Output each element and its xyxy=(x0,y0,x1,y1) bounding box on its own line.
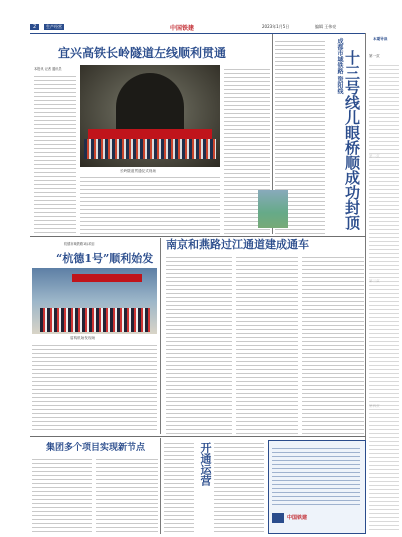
article-kicker: 杭德市域铁路1标项目 xyxy=(64,242,95,246)
date: 2023年1月5日 xyxy=(262,24,290,29)
banner xyxy=(72,274,142,282)
photo-tower xyxy=(258,190,288,228)
article-title: 宜兴高铁长岭隧道左线顺利贯通 xyxy=(58,46,227,60)
sidebar-text-block xyxy=(369,62,399,532)
text-column xyxy=(166,254,232,434)
article-title: 十三号线儿眼桥顺成功封顶 xyxy=(343,50,361,230)
page-tag: 2 xyxy=(30,24,39,30)
section-label: 生产经营 xyxy=(46,24,62,29)
sidebar xyxy=(367,34,401,534)
tunnel-arch xyxy=(116,73,184,133)
text-column xyxy=(214,440,264,532)
article-title: 南京和燕路过江通道建成通车 xyxy=(166,238,309,251)
photo-caption: 长岭隧道贯通仪式现场 xyxy=(120,169,156,173)
article-title: 开通运营 xyxy=(199,442,212,486)
tbm-photo xyxy=(32,268,157,334)
article-kicker: 成都市域铁路 资阳线 xyxy=(336,38,343,95)
banner xyxy=(88,129,212,139)
sidebar-issue: 本期导读 xyxy=(373,37,388,41)
sidebar-item: 第一页 xyxy=(369,54,380,58)
tunnel-photo xyxy=(80,65,220,167)
text-column xyxy=(236,254,298,434)
text-column xyxy=(164,440,194,532)
header-bar xyxy=(30,23,366,33)
article-kicker: 本报讯 记者 通讯员 xyxy=(34,67,62,71)
photo-caption: 盾构机始发现场 xyxy=(70,336,96,340)
masthead: 中国铁建 xyxy=(170,25,195,32)
text-column xyxy=(34,73,76,235)
logo-icon xyxy=(272,513,284,523)
text-column xyxy=(32,342,157,432)
promo-box xyxy=(268,440,366,534)
article-title: 集团多个项目实现新节点 xyxy=(46,443,146,453)
footer-logo: 中国铁建 xyxy=(287,515,308,521)
text-column xyxy=(302,254,364,434)
editor: 编辑 王伟亮 xyxy=(315,24,337,29)
crowd xyxy=(40,308,150,332)
article-title: “杭德1号”顺利始发 xyxy=(56,252,154,265)
text-column xyxy=(80,174,220,234)
promo-text xyxy=(272,445,360,507)
text-column xyxy=(96,456,158,532)
crowd xyxy=(84,139,216,159)
text-column xyxy=(32,456,92,532)
